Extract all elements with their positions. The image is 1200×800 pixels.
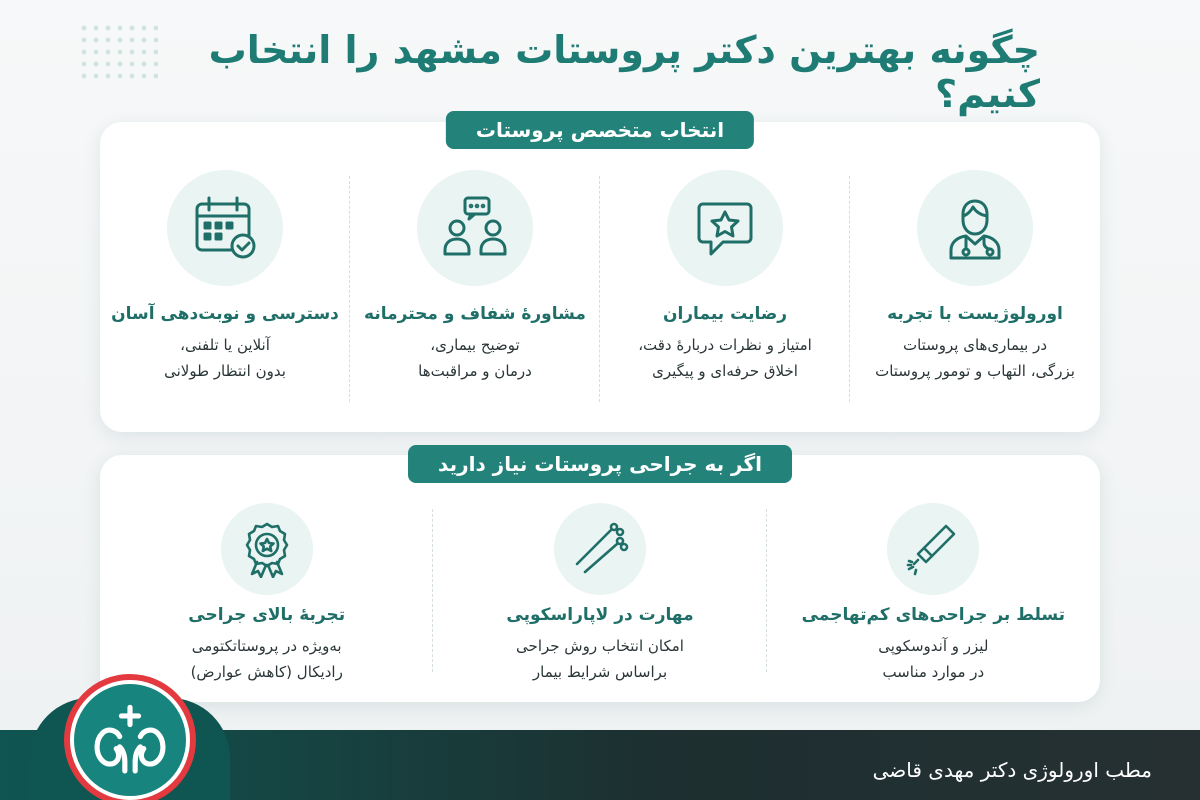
laparoscopy-tools-icon xyxy=(554,503,646,595)
clinic-logo xyxy=(30,680,230,800)
criteria-title: مهارت در لاپاراسکوپی xyxy=(506,605,694,625)
criteria-line: بدون انتظار طولانی xyxy=(164,362,286,380)
section-specialist-selection xyxy=(100,118,1100,432)
criteria-line: در موارد مناسب xyxy=(882,663,985,681)
star-chat-icon xyxy=(667,170,783,286)
criteria-item-surgical-experience xyxy=(100,503,433,682)
criteria-item-patient-satisfaction xyxy=(600,170,850,412)
criteria-line: امکان انتخاب روش جراحی xyxy=(516,637,684,655)
criteria-line: رادیکال (کاهش عوارض) xyxy=(190,663,343,681)
page-title: چگونه بهترین دکتر پروستات مشهد را انتخاب کنیم؟ xyxy=(208,28,1040,116)
criteria-title: تجربهٔ بالای جراحی xyxy=(188,605,346,625)
section-surgery xyxy=(100,452,1100,702)
criteria-line: آنلاین یا تلفنی، xyxy=(180,336,270,354)
criteria-item-laparoscopy xyxy=(433,503,766,682)
criteria-line: درمان و مراقبت‌ها xyxy=(418,362,532,380)
calendar-check-icon xyxy=(167,170,283,286)
criteria-title: مشاورهٔ شفاف و محترمانه xyxy=(364,304,586,324)
criteria-line: لیزر و آندوسکوپی xyxy=(878,637,989,655)
criteria-line: بزرگی، التهاب و تومور پروستات xyxy=(875,362,1075,380)
criteria-line: توضیح بیماری، xyxy=(430,336,520,354)
laser-icon xyxy=(887,503,979,595)
criteria-item-easy-appointment xyxy=(100,170,350,412)
consultation-icon xyxy=(417,170,533,286)
criteria-title: رضایت بیماران xyxy=(662,304,788,324)
criteria-line: براساس شرایط بیمار xyxy=(532,663,668,681)
criteria-item-minimally-invasive xyxy=(767,503,1100,682)
criteria-item-transparent-consultation xyxy=(350,170,600,412)
criteria-title: دسترسی و نوبت‌دهی آسان xyxy=(111,304,339,324)
award-badge-icon xyxy=(221,503,313,595)
criteria-title: تسلط بر جراحی‌های کم‌تهاجمی xyxy=(801,605,1066,625)
section-heading: انتخاب متخصص پروستات xyxy=(446,111,754,149)
kidney-logo-icon xyxy=(70,680,190,800)
clinic-name: مطب اورولوژی دکتر مهدی قاضی xyxy=(872,758,1152,782)
criteria-line: اخلاق حرفه‌ای و پیگیری xyxy=(652,362,798,380)
doctor-icon xyxy=(917,170,1033,286)
criteria-item-experienced-urologist xyxy=(850,170,1100,412)
criteria-title: اورولوژیست با تجربه xyxy=(887,304,1063,324)
criteria-line: به‌ویژه در پروستاتکتومی xyxy=(191,637,342,655)
criteria-line: امتیاز و نظرات دربارهٔ دقت، xyxy=(638,336,812,354)
criteria-line: در بیماری‌های پروستات xyxy=(902,336,1048,354)
section-heading: اگر به جراحی پروستات نیاز دارید xyxy=(408,445,792,483)
